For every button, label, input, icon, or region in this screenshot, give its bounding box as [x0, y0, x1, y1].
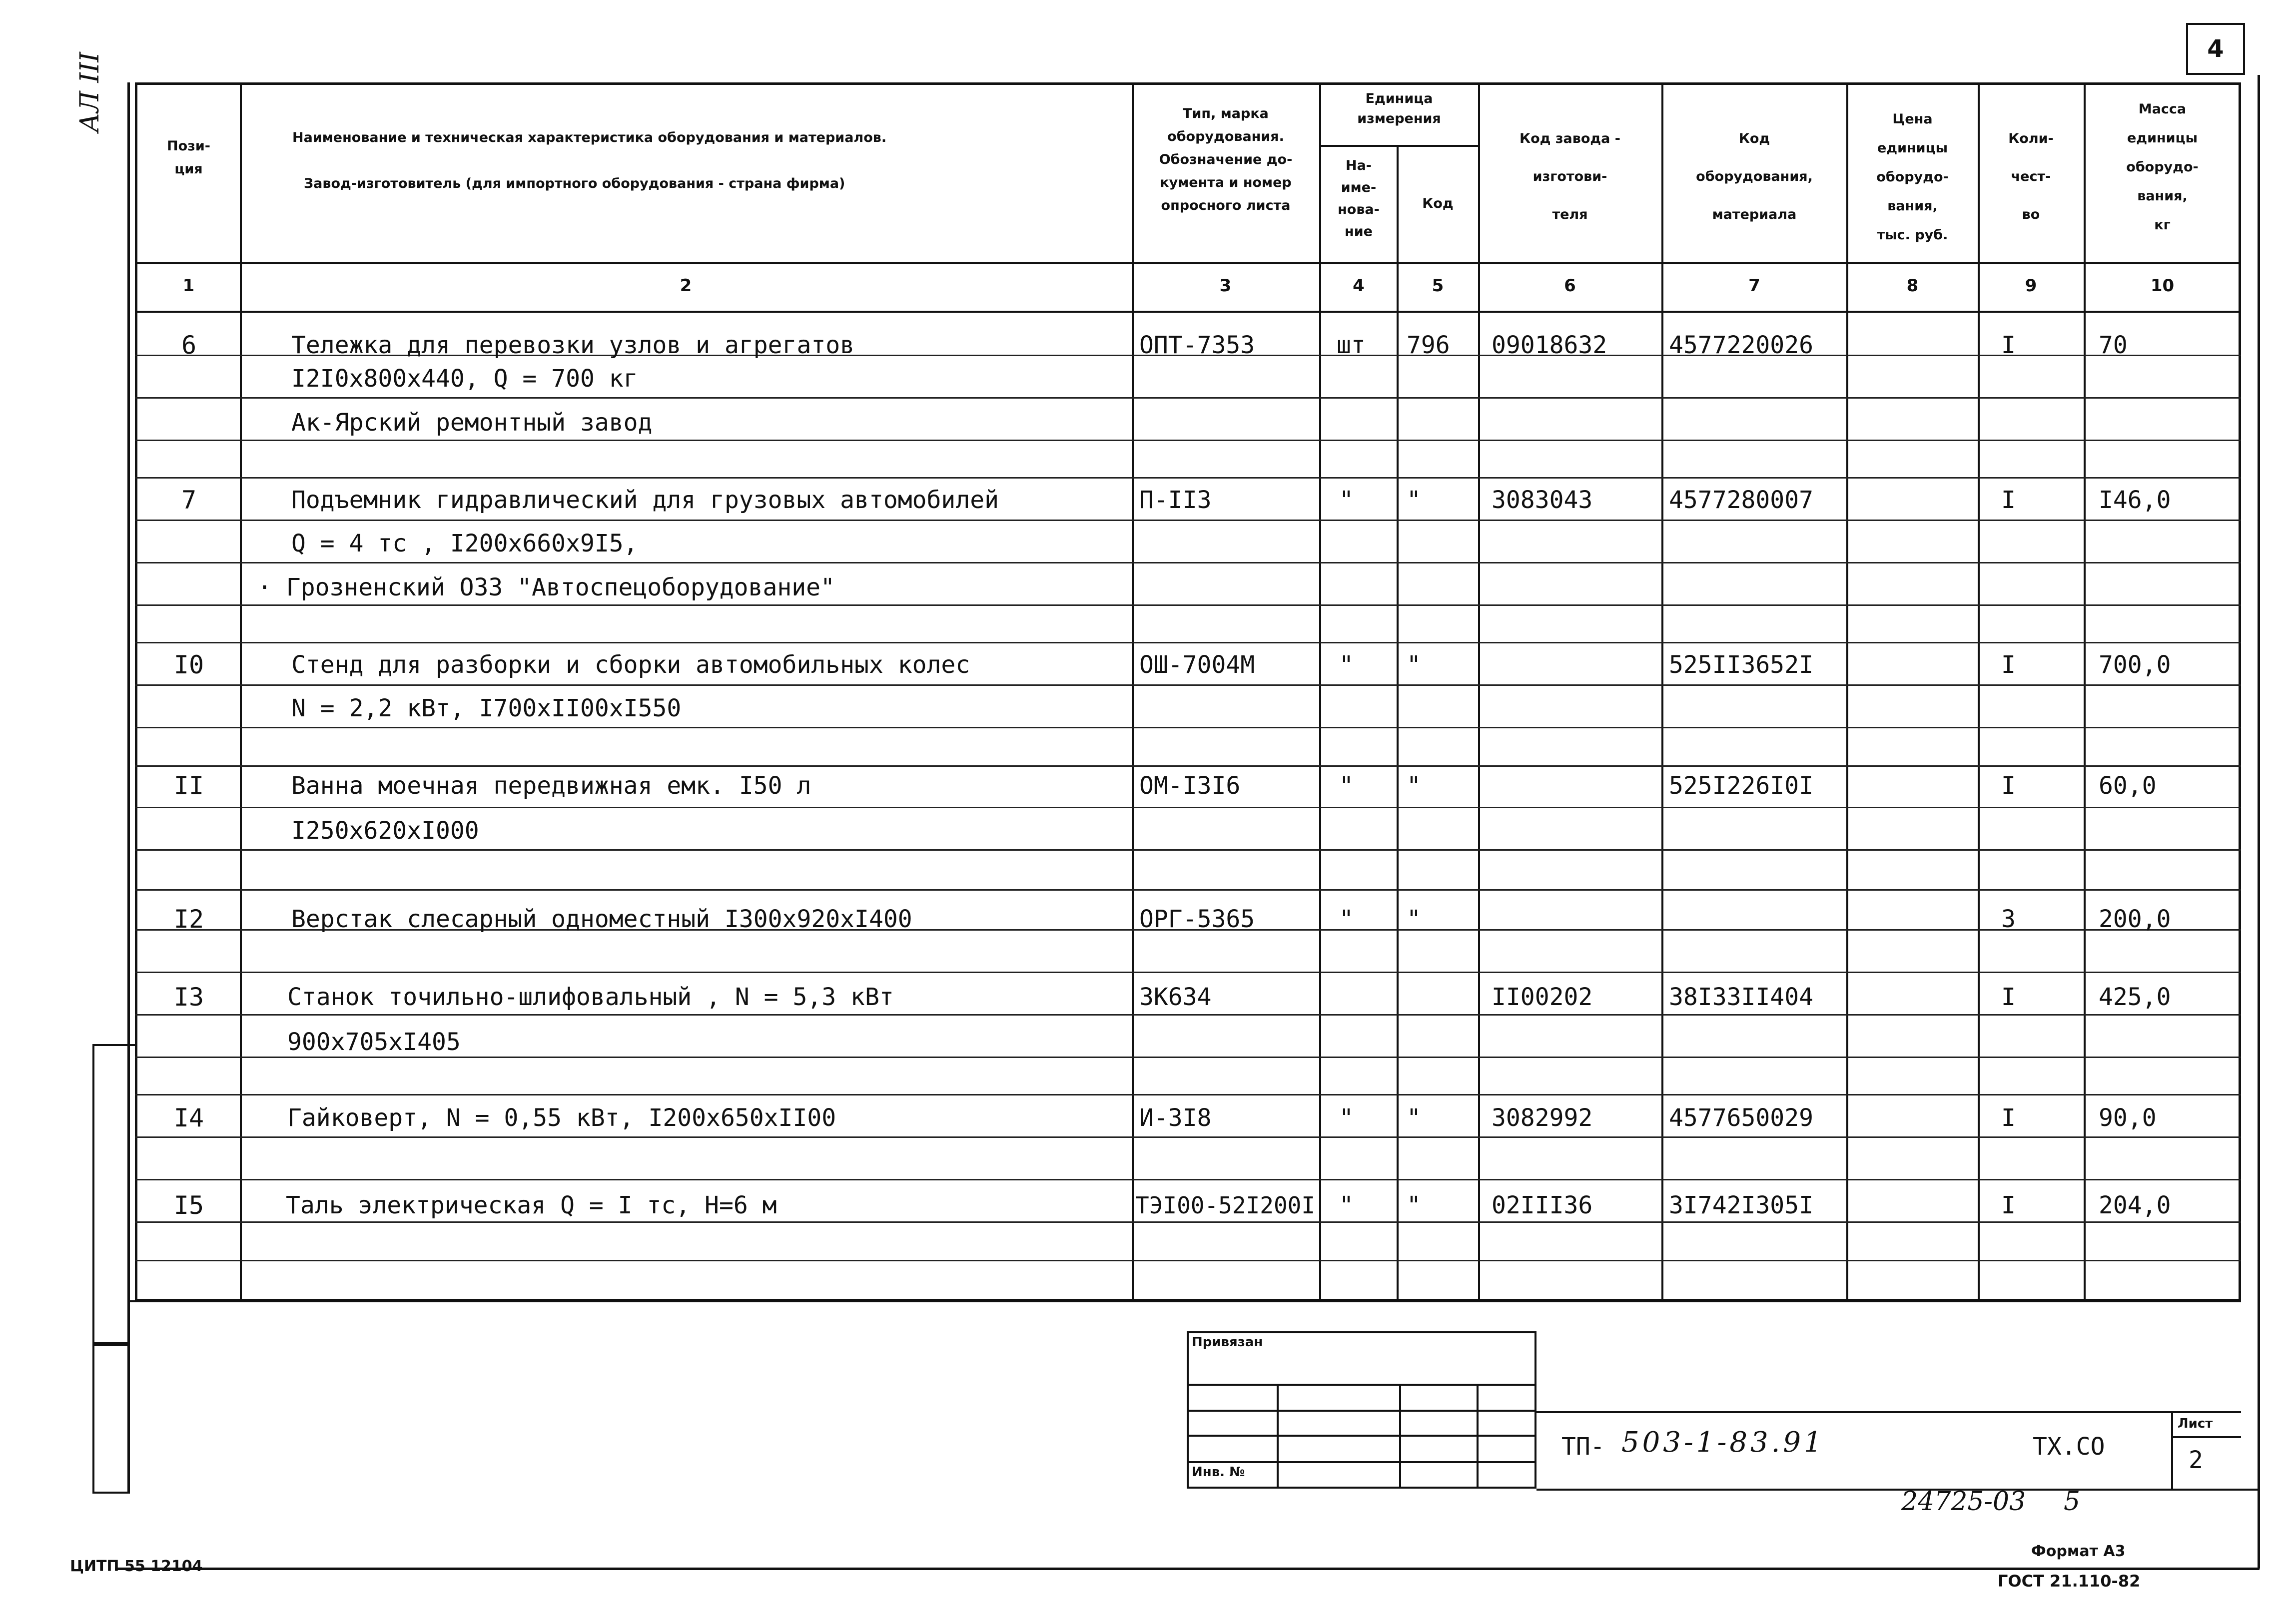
hline-unit-group	[1319, 145, 1478, 147]
row-plant-code: 09018632	[1492, 331, 1607, 359]
row-equip-code: 4577280007	[1669, 486, 1813, 514]
row-equip-code: 3I742I305I	[1669, 1191, 1813, 1219]
row-qty: I	[2001, 331, 2016, 359]
vline-col2	[240, 82, 242, 1300]
row-divider	[135, 642, 2241, 643]
archive-number: 24725-03	[1901, 1487, 2026, 1517]
row-unit: "	[1339, 1191, 1354, 1219]
row-name-line: N = 2,2 кВт, I700xII00xI550	[291, 694, 682, 722]
row-unit-code: "	[1407, 905, 1421, 933]
hline-colnum-bottom	[135, 311, 2241, 313]
colnum-5: 5	[1432, 276, 1444, 296]
row-divider	[135, 1014, 2241, 1016]
stamp-vline	[1477, 1384, 1479, 1489]
row-type: ОМ-I3I6	[1139, 772, 1241, 800]
row-qty: I	[2001, 1104, 2016, 1132]
row-type: ТЭI00-52I200I	[1135, 1192, 1316, 1219]
row-qty: I	[2001, 486, 2016, 514]
sheet-label: Лист	[2178, 1416, 2213, 1431]
row-divider	[135, 1136, 2241, 1138]
row-type: ОПТ-7353	[1139, 331, 1255, 359]
row-mass: 204,0	[2099, 1191, 2171, 1219]
row-divider	[135, 807, 2241, 808]
row-equip-code: 4577220026	[1669, 331, 1813, 359]
row-name-line: Ак-Ярский ремонтный завод	[291, 409, 653, 437]
row-qty: I	[2001, 772, 2016, 800]
row-divider	[135, 562, 2241, 563]
doc-section: ТХ.СО	[2033, 1433, 2105, 1461]
row-type: 3К634	[1139, 983, 1212, 1011]
row-divider	[135, 972, 2241, 973]
row-divider	[135, 849, 2241, 851]
row-type: И-3I8	[1139, 1104, 1212, 1132]
doc-prefix: ТП-	[1561, 1433, 1605, 1461]
row-mass: 425,0	[2099, 983, 2171, 1011]
vline-col4	[1319, 82, 1321, 1300]
header-plant-code: Код завода - изготови- теля	[1520, 131, 1620, 222]
row-type: ОШ-7004М	[1139, 651, 1255, 679]
footer-format: Формат А3	[2031, 1543, 2126, 1560]
row-plant-code: II00202	[1492, 983, 1593, 1011]
header-name-line1: Наименование и техническая характеристика оборудования и материалов.	[292, 130, 887, 145]
colnum-10: 10	[2150, 276, 2175, 296]
stamp-line	[1187, 1461, 1536, 1463]
row-divider	[135, 440, 2241, 441]
row-divider	[135, 520, 2241, 521]
row-plant-code: 02III36	[1492, 1191, 1593, 1219]
row-name-line: I250x620xI000	[291, 817, 479, 845]
row-equip-code: 38I33II404	[1669, 983, 1813, 1011]
row-unit-code: "	[1407, 1104, 1421, 1132]
row-divider	[135, 1094, 2241, 1095]
row-qty: 3	[2001, 905, 2016, 933]
row-name-line: Станок точильно-шлифовальный , N = 5,3 кВт	[287, 983, 894, 1011]
sheet-number: 2	[2189, 1446, 2203, 1474]
row-unit: "	[1339, 1104, 1354, 1132]
row-divider	[135, 1057, 2241, 1058]
row-divider	[135, 1221, 2241, 1223]
colnum-1: 1	[182, 276, 195, 296]
vline-col8	[1846, 82, 1848, 1300]
row-name-line: Таль электрическая Q = I тс, Н=6 м	[286, 1191, 777, 1219]
header-quantity: Коли- чест- во	[2008, 131, 2054, 222]
row-unit: "	[1339, 651, 1354, 679]
colnum-9: 9	[2025, 276, 2037, 296]
title-strip-top	[1536, 1411, 2241, 1413]
row-equip-code: 525I226I0I	[1669, 772, 1813, 800]
row-name-line: · Грозненский ОЗЗ "Автоспецоборудование"	[257, 573, 835, 601]
row-type: ОРГ-5365	[1139, 905, 1255, 933]
row-divider	[135, 477, 2241, 479]
row-qty: I	[2001, 983, 2016, 1011]
stamp-line	[1187, 1410, 1536, 1412]
sheet-box-line	[2171, 1436, 2241, 1438]
archive-sheet: 5	[2064, 1487, 2081, 1517]
row-mass: 90,0	[2099, 1104, 2157, 1132]
title-strip-bottom	[1536, 1489, 2260, 1491]
header-price: Цена единицы оборудо- вания, тыс. руб.	[1876, 111, 1949, 243]
vline-col5	[1397, 145, 1399, 1300]
vline-col9	[1978, 82, 1980, 1300]
header-unit-code: Код	[1422, 196, 1454, 211]
row-position: II	[173, 771, 204, 800]
inv-label: Инв. №	[1192, 1465, 1245, 1480]
row-mass: 200,0	[2099, 905, 2171, 933]
binding-box-2	[92, 1344, 130, 1494]
page-number: 4	[2207, 35, 2224, 63]
header-equip-code: Код оборудования, материала	[1696, 131, 1813, 222]
stamp-vline	[1277, 1384, 1279, 1489]
doc-number: 503-1-83.91	[1621, 1426, 1825, 1459]
row-position: I2	[173, 905, 204, 934]
vline-col10	[2084, 82, 2086, 1300]
footer-gost: ГОСТ 21.110-82	[1998, 1572, 2141, 1591]
stamp-line	[1187, 1384, 1536, 1386]
attached-label: Привязан	[1192, 1335, 1263, 1350]
row-position: 6	[181, 331, 197, 360]
page-frame-right	[2258, 75, 2260, 1569]
row-equip-code: 525II3652I	[1669, 651, 1813, 679]
colnum-7: 7	[1748, 276, 1760, 296]
colnum-6: 6	[1564, 276, 1576, 296]
binding-box-1	[92, 1044, 130, 1344]
row-plant-code: 3083043	[1492, 486, 1593, 514]
row-mass: 60,0	[2099, 772, 2157, 800]
header-mass: Масса единицы оборудо- вания, кг	[2126, 101, 2199, 233]
row-divider	[135, 604, 2241, 606]
row-unit-code: "	[1407, 772, 1421, 800]
row-name-line: Ванна моечная передвижная емк. I50 л	[291, 772, 811, 800]
row-unit: шт	[1337, 331, 1366, 359]
row-position: I4	[173, 1103, 204, 1132]
row-divider	[135, 889, 2241, 891]
row-name-line: I2I0x800x440, Q = 700 кг	[291, 365, 638, 393]
row-name-line: Верстак слесарный одноместный I300x920xI400	[291, 905, 912, 933]
header-position: Пози- ция	[167, 138, 210, 177]
row-divider	[135, 684, 2241, 686]
row-position: I0	[173, 650, 204, 679]
row-unit-code: 796	[1407, 331, 1450, 359]
row-name-line: Тележка для перевозки узлов и агрегатов	[291, 331, 855, 359]
row-divider	[135, 765, 2241, 767]
row-name-line: Гайковерт, N = 0,55 кВт, I200x650xII00	[287, 1104, 836, 1132]
table-bottom-line	[127, 1300, 2241, 1302]
row-mass: 70	[2099, 331, 2128, 359]
row-qty: I	[2001, 1191, 2016, 1219]
header-unit-name: На- име- нова- ние	[1338, 158, 1380, 239]
row-plant-code: 3082992	[1492, 1104, 1593, 1132]
hline-header-bottom	[135, 262, 2241, 264]
vline-col7	[1661, 82, 1663, 1300]
colnum-8: 8	[1906, 276, 1919, 296]
colnum-4: 4	[1353, 276, 1365, 296]
row-unit: "	[1339, 486, 1354, 514]
row-name-line: Q = 4 тс , I200x660x9I5,	[291, 530, 638, 557]
colnum-3: 3	[1219, 276, 1232, 296]
stamp-line	[1187, 1435, 1536, 1437]
row-unit-code: "	[1407, 1191, 1421, 1219]
vline-col3	[1132, 82, 1134, 1300]
header-unit-group-label: Единица измерения	[1357, 91, 1441, 126]
row-name-line: Стенд для разборки и сборки автомобильных колес	[291, 651, 970, 679]
row-unit: "	[1339, 772, 1354, 800]
row-divider	[135, 727, 2241, 728]
footer-left: ЦИТП 55 12104	[70, 1558, 203, 1575]
page-frame-bottom	[115, 1568, 2260, 1570]
row-mass: 700,0	[2099, 651, 2171, 679]
colnum-2: 2	[680, 276, 692, 296]
stamp-vline	[1399, 1384, 1401, 1489]
vline-col6	[1478, 82, 1480, 1300]
row-unit: "	[1339, 905, 1354, 933]
row-divider	[135, 1260, 2241, 1261]
row-position: 7	[181, 486, 197, 515]
row-mass: I46,0	[2099, 486, 2171, 514]
row-qty: I	[2001, 651, 2016, 679]
binding-line	[92, 1044, 137, 1046]
side-note: АЛ III	[75, 52, 105, 132]
row-equip-code: 4577650029	[1669, 1104, 1813, 1132]
row-position: I3	[173, 983, 204, 1012]
row-divider	[135, 397, 2241, 399]
row-unit-code: "	[1407, 486, 1421, 514]
row-type: П-II3	[1139, 486, 1212, 514]
header-type: Тип, марка оборудования. Обозначение до- кумента и номер опросного листа	[1159, 106, 1293, 213]
row-unit-code: "	[1407, 651, 1421, 679]
header-name-line2: Завод-изготовитель (для импортного оборудования - страна фирма)	[304, 176, 845, 191]
row-name-line: Подъемник гидравлический для грузовых автомобилей	[291, 486, 999, 514]
row-name-line: 900x705xI405	[287, 1028, 461, 1056]
row-position: I5	[173, 1191, 204, 1220]
row-divider	[135, 1179, 2241, 1180]
